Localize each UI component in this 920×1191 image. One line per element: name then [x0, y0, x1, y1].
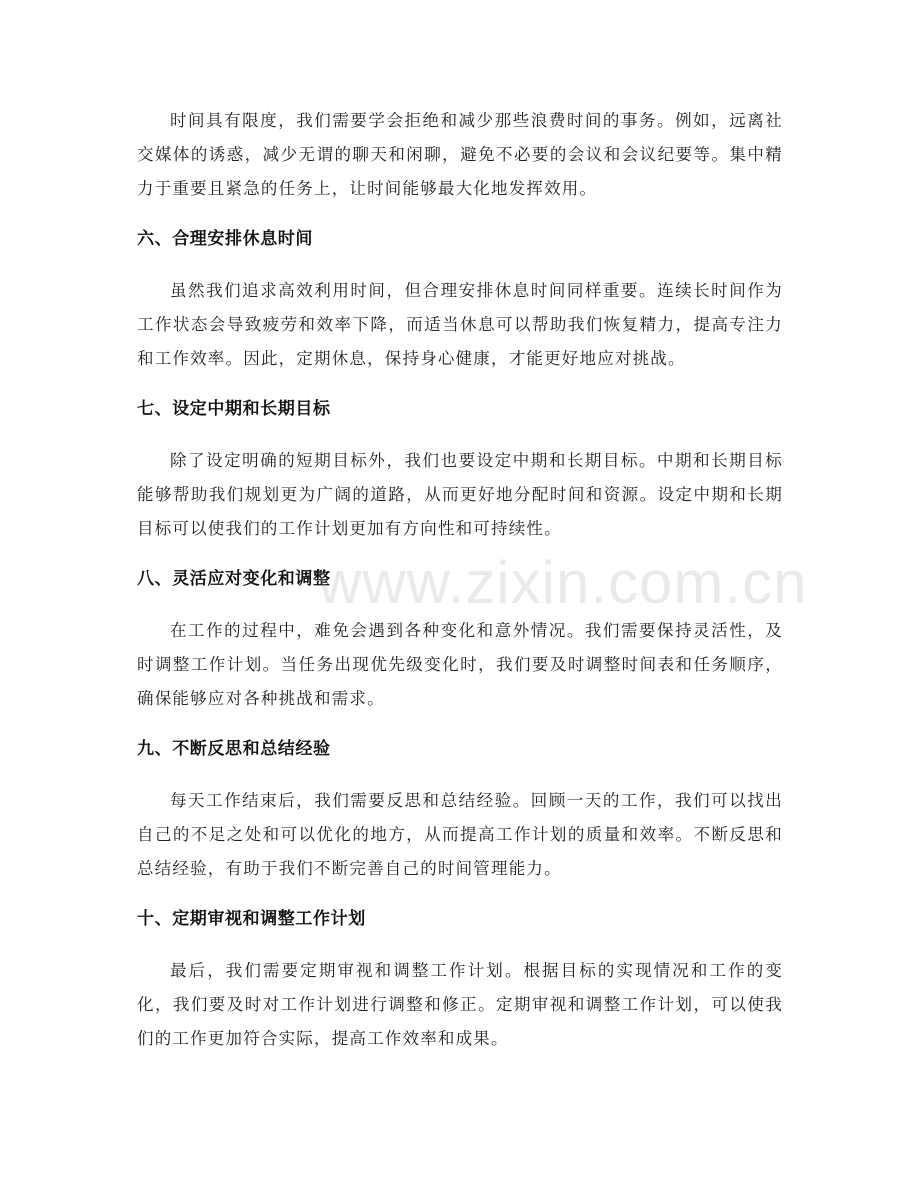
watermark: www.zixin.com.cn [318, 549, 808, 616]
intro-paragraph: 时间具有限度，我们需要学会拒绝和减少那些浪费时间的事务。例如，远离社交媒体的诱惑，减少无谓的聊天和闲聊，避免不必要的会议和会议纪要等。集中精力于重要且紧急的任务上，让时间能够最大化地发挥效用。 [137, 111, 783, 198]
section-heading-9: 九、不断反思和总结经验 [137, 739, 331, 759]
section-heading-6: 六、合理安排休息时间 [137, 229, 313, 249]
section-heading-8: 八、灵活应对变化和调整 [137, 569, 331, 589]
section-body-7: 除了设定明确的短期目标外，我们也要设定中期和长期目标。中期和长期目标能够帮助我们规划更为广阔的道路，从而更好地分配时间和资源。设定中期和长期目标可以使我们的工作计划更加有方向性和可持续性。 [137, 451, 783, 538]
section-heading-10: 十、定期审视和调整工作计划 [137, 909, 366, 929]
section-body-10: 最后，我们需要定期审视和调整工作计划。根据目标的实现情况和工作的变化，我们要及时对工作计划进行调整和修正。定期审视和调整工作计划，可以使我们的工作更加符合实际，提高工作效率和成果。 [137, 961, 783, 1048]
section-body-6: 虽然我们追求高效利用时间，但合理安排休息时间同样重要。连续长时间作为工作状态会导致疲劳和效率下降，而适当休息可以帮助我们恢复精力，提高专注力和工作效率。因此，定期休息，保持身心健康，才能更好地应对挑战。 [137, 281, 783, 368]
section-heading-7: 七、设定中期和长期目标 [137, 399, 331, 419]
section-body-8: 在工作的过程中，难免会遇到各种变化和意外情况。我们需要保持灵活性，及时调整工作计划。当任务出现优先级变化时，我们要及时调整时间表和任务顺序，确保能够应对各种挑战和需求。 [137, 621, 783, 708]
section-body-9: 每天工作结束后，我们需要反思和总结经验。回顾一天的工作，我们可以找出自己的不足之处和可以优化的地方，从而提高工作计划的质量和效率。不断反思和总结经验，有助于我们不断完善自己的时间管理能力。 [137, 791, 783, 878]
document-body [137, 104, 783, 1056]
